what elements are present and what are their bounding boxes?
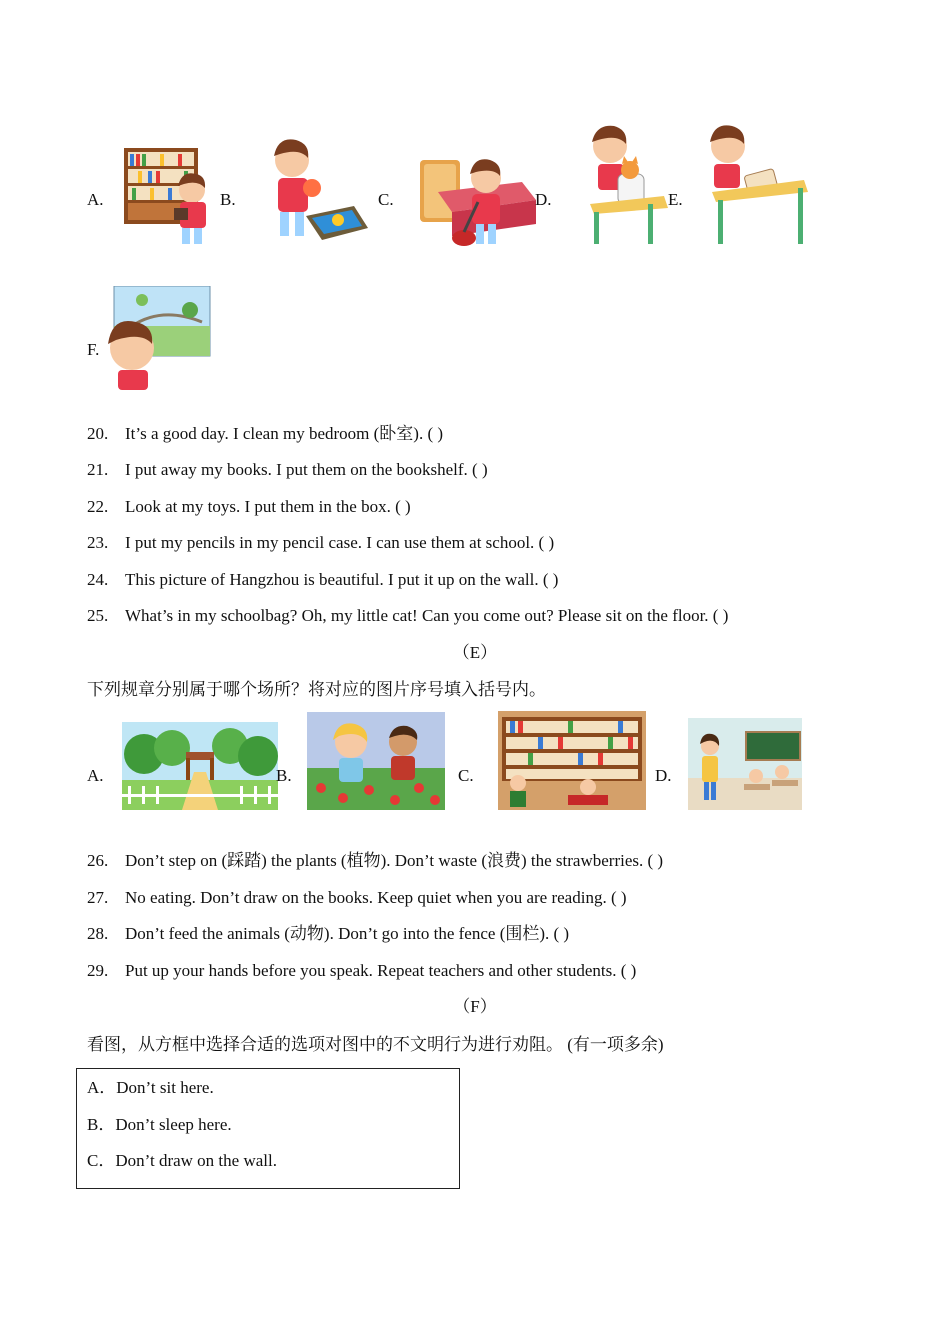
picture-label-a: A. (87, 766, 104, 785)
option-b: B．Don’t sleep here. (87, 1115, 232, 1134)
question-28 (87, 924, 569, 944)
picture-label-d: D. (655, 766, 672, 785)
boy-toys-box-picture (262, 136, 370, 248)
question-text: Don’t step on (踩踏) the plants (植物). Don’t waste (浪费) the strawberries. ( ) (125, 851, 664, 870)
picture-label-a: A. (87, 190, 104, 209)
question-text: Don’t feed the animals (动物). Don’t go into the fence (围栏). ( ) (125, 924, 570, 943)
picture-label-f: F. (87, 340, 100, 359)
question-text: I put away my books. I put them on the bookshelf. ( ) (125, 460, 488, 479)
question-number: 26. (87, 851, 109, 870)
strawberry-garden-picture (307, 712, 445, 810)
question-27 (87, 888, 627, 908)
question-number: 25. (87, 606, 109, 625)
section-f-heading: （F） (453, 997, 497, 1016)
picture-label-e: E. (668, 190, 683, 209)
question-text: This picture of Hangzhou is beautiful. I put it up on the wall. ( ) (125, 570, 559, 589)
picture-label-b: B. (276, 766, 292, 785)
question-21 (87, 460, 488, 480)
section-f-instruction: 看图，从方框中选择合适的选项对图中的不文明行为进行劝阻。 (有一项多余) (87, 1035, 664, 1054)
question-29 (87, 961, 636, 981)
question-text: Look at my toys. I put them in the box. ( ) (125, 497, 411, 516)
boy-cat-schoolbag-picture (584, 124, 670, 248)
boy-vacuum-bedroom-picture (418, 152, 538, 248)
question-text: I put my pencils in my pencil case. I can use them at school. ( ) (125, 533, 555, 552)
option-c: C．Don’t draw on the wall. (87, 1151, 277, 1170)
section-e-heading: （E） (452, 643, 498, 662)
classroom-picture (688, 718, 802, 810)
question-text: No eating. Don’t draw on the books. Keep quiet when you are reading. ( ) (125, 888, 627, 907)
question-number: 24. (87, 570, 109, 589)
question-text: Put up your hands before you speak. Repeat teachers and other students. ( ) (125, 961, 637, 980)
question-number: 20. (87, 424, 109, 443)
question-24 (87, 570, 558, 590)
question-25 (87, 606, 728, 626)
question-20 (87, 424, 443, 444)
library-picture (498, 711, 646, 810)
picture-label-c: C. (378, 190, 394, 209)
zoo-picture (122, 722, 278, 810)
question-text: It’s a good day. I clean my bedroom (卧室). ( ) (125, 424, 444, 443)
question-23 (87, 533, 554, 553)
question-number: 27. (87, 888, 109, 907)
question-22 (87, 497, 411, 517)
section-e-instruction: 下列规章分别属于哪个场所？将对应的图片序号填入括号内。 (87, 680, 546, 699)
picture-label-b: B. (220, 190, 236, 209)
picture-label-c: C. (458, 766, 474, 785)
question-number: 29. (87, 961, 109, 980)
boy-pencil-case-desk-picture (704, 122, 808, 248)
picture-label-d: D. (535, 190, 552, 209)
question-number: 28. (87, 924, 109, 943)
question-26 (87, 851, 663, 871)
question-number: 22. (87, 497, 109, 516)
option-a: A．Don’t sit here. (87, 1078, 214, 1097)
boy-bookshelf-picture (122, 146, 214, 248)
question-number: 21. (87, 460, 109, 479)
options-box (76, 1068, 460, 1189)
question-number: 23. (87, 533, 109, 552)
boy-hangzhou-picture (102, 286, 212, 390)
question-text: What’s in my schoolbag? Oh, my little cat! Can you come out? Please sit on the floor. ( ) (125, 606, 729, 625)
